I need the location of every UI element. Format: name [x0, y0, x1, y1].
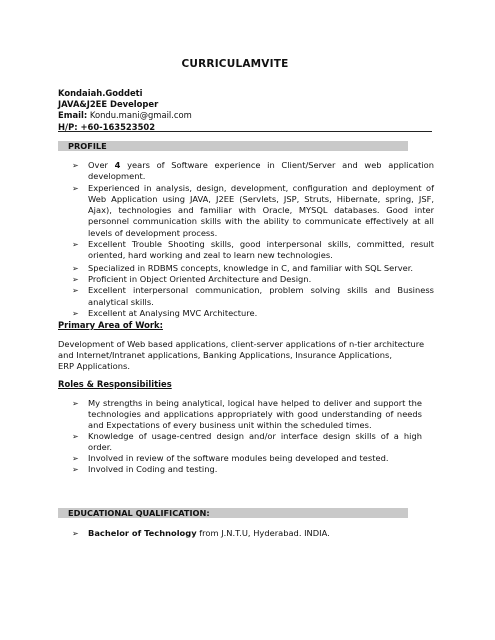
document-title: CURRICULAMVITE: [181, 58, 289, 70]
profile-list: [72, 160, 434, 319]
list-item: [72, 160, 434, 183]
arrow-bullet-icon: ➢: [72, 399, 79, 408]
arrow-bullet-icon: ➢: [72, 286, 79, 296]
roles-list: [72, 398, 422, 475]
arrow-bullet-icon: ➢: [72, 263, 79, 273]
contact-block: [58, 88, 192, 133]
list-item: [72, 398, 422, 431]
role-text: My strengths in being analytical, logical have helped to deliver and support the technologies and applications appropriately with good understanding of needs and Expectations of every business unit within the scheduled times.: [88, 398, 422, 430]
profile-text: Proficient in Object Oriented Architecture and Design.: [88, 273, 312, 284]
primary-area-heading: Primary Area of Work:: [58, 320, 163, 330]
arrow-bullet-icon: ➢: [72, 454, 79, 463]
profile-text-bold: 4: [114, 160, 121, 170]
education-section-bar: [58, 508, 408, 518]
profile-text: Experienced in analysis, design, development, configuration and deployment of Web Application using JAVA, J2EE (Servlets, JSP, Struts, Hibernate, spring, JSF, Ajax), technologies and familiar with Oracle, MYSQL databases. Good inter personnel communication skills with the ability to communicate effectively at all levels of development process.: [88, 182, 434, 238]
arrow-bullet-icon: ➢: [72, 529, 79, 538]
role-text: Involved in review of the software modules being developed and tested.: [88, 453, 389, 463]
profile-text: Excellent at Analysing MVC Architecture.: [88, 307, 258, 318]
profile-text-rest: years of Software experience in Client/Server and web application development.: [88, 160, 435, 182]
list-item: [72, 528, 434, 539]
arrow-bullet-icon: ➢: [72, 465, 79, 474]
degree-name: Bachelor of Technology: [88, 528, 197, 538]
degree-detail: from J.N.T.U, Hyderabad. INDIA.: [196, 528, 330, 538]
education-list: [72, 528, 434, 539]
profile-text: Excellent interpersonal communication, problem solving skills and Business analytical skills.: [88, 285, 434, 307]
list-item: [72, 263, 434, 274]
education-heading: EDUCATIONAL QUALIFICATION:: [68, 508, 210, 518]
header-divider: [58, 131, 432, 132]
profile-text: Over: [88, 160, 115, 170]
list-item: [72, 453, 422, 464]
arrow-bullet-icon: ➢: [72, 274, 79, 284]
list-item: [72, 431, 422, 453]
primary-area-line: and Internet/Intranet applications, Banking Applications, Insurance Applications,: [58, 350, 392, 360]
list-item: [72, 464, 422, 475]
list-item: [72, 183, 434, 239]
role-text: Involved in Coding and testing.: [88, 464, 218, 474]
email-label: Email:: [58, 110, 88, 121]
candidate-role: JAVA&J2EE Developer: [58, 99, 159, 110]
roles-heading: Roles & Responsibilities: [58, 379, 172, 389]
list-item: [72, 274, 434, 285]
arrow-bullet-icon: ➢: [72, 308, 79, 318]
arrow-bullet-icon: ➢: [72, 161, 79, 170]
arrow-bullet-icon: ➢: [72, 432, 79, 441]
role-text: Knowledge of usage-centred design and/or interface design skills of a high order.: [88, 431, 422, 452]
primary-area-line: Development of Web based applications, client-server applications of n-tier architecture: [58, 339, 425, 349]
arrow-bullet-icon: ➢: [72, 240, 79, 250]
profile-text: Excellent Trouble Shooting skills, good interpersonal skills, committed, result oriented, hard working and zeal to learn new technologies.: [88, 239, 434, 261]
primary-area-line: ERP Applications.: [58, 361, 130, 371]
email-line: [58, 110, 192, 121]
list-item: [72, 239, 434, 262]
candidate-name: Kondaiah.Goddeti: [58, 88, 143, 98]
primary-area-text: [58, 339, 428, 372]
email-value: Kondu.mani@gmail.com: [89, 110, 192, 121]
list-item: [72, 285, 434, 308]
profile-text: Specialized in RDBMS concepts, knowledge in C, and familiar with SQL Server.: [88, 262, 413, 273]
profile-heading: PROFILE: [68, 141, 107, 151]
arrow-bullet-icon: ➢: [72, 183, 79, 193]
profile-section-bar: [58, 141, 408, 151]
list-item: [72, 308, 434, 319]
phone-line: H/P: +60-163523502: [58, 121, 156, 132]
